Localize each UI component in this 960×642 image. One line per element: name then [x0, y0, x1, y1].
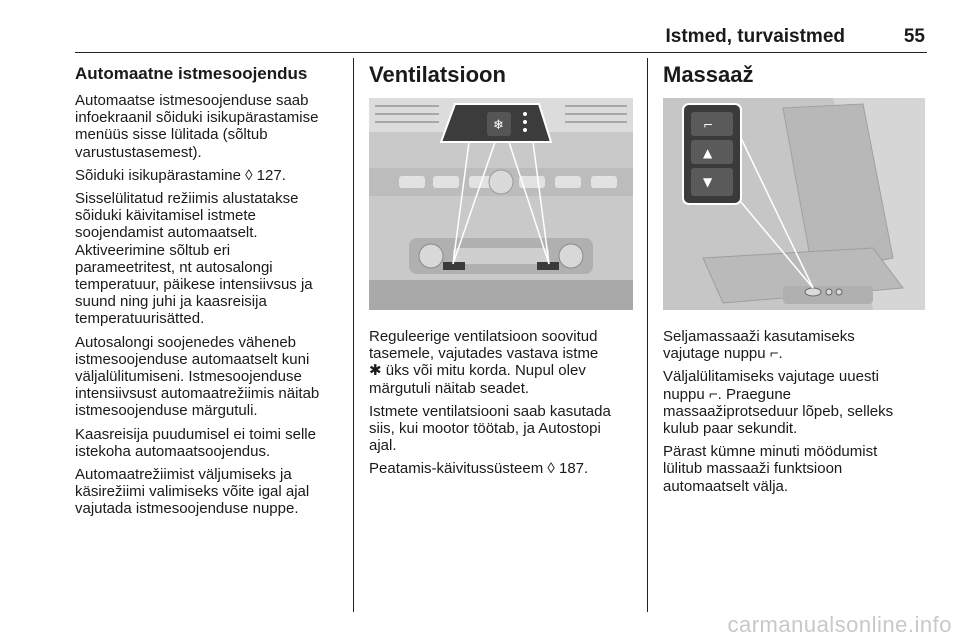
paragraph-reference: Peatamis-käivitussüsteem ◊ 187.	[369, 460, 589, 478]
svg-text:▼: ▼	[703, 175, 713, 189]
column-massage	[663, 58, 927, 501]
paragraph: Seljamassaaži kasutamiseks vajutage nuppu ⌐.	[663, 328, 855, 363]
column-ventilation	[369, 58, 637, 484]
svg-text:▲: ▲	[703, 146, 713, 160]
svg-text:⌐: ⌐	[703, 118, 714, 132]
column-divider-2	[647, 58, 648, 612]
ventilation-console-figure	[369, 98, 633, 310]
page-header	[75, 26, 927, 52]
heading-auto-heating: Automaatne istmesoojendus	[75, 64, 308, 83]
column-divider-1	[353, 58, 354, 612]
column-auto-heating	[75, 58, 345, 524]
massage-seat-figure	[663, 98, 925, 310]
paragraph: Sisselülitatud režiimis alustatakse sõiduki käivitamisel istmete soojendamist automaatselt. Aktiveerimine sõltub eri parameetritest, nt autosalongi temperatuur, päikese intensiivsus ja suund ning juhi ja kaasreisija temperatuurisätted.	[75, 190, 313, 328]
paragraph: Autosalongi soojenedes väheneb istmesoojenduse automaatselt kuni väljalülitumiseni. Istmesoojenduse intensiivsust automaatrežiimis näitab istmesoojenduse märgutuli.	[75, 333, 320, 420]
paragraph: Reguleerige ventilatsioon soovitud tasemele, vajutades vastava istme ✱ üks või mitu korda. Nupul olev märgutuli näitab seadet.	[369, 328, 599, 397]
paragraph: Pärast kümne minuti möödumist lülitub massaaži funktsioon automaatselt välja.	[663, 443, 878, 495]
paragraph-reference: Sõiduki isikupärastamine ◊ 127.	[75, 166, 286, 184]
paragraph: Väljalülitamiseks vajutage uuesti nuppu ⌐. Praegune massaažiprotseduur lõpeb, selleks kulub paar sekundit.	[663, 368, 894, 438]
paragraph: Automaatrežiimist väljumiseks ja käsirežiimi valimiseks võite igal ajal vajutada istmesoojenduse nuppe.	[75, 466, 310, 518]
heading-ventilation: Ventilatsioon	[369, 62, 506, 87]
paragraph: Kaasreisija puudumisel ei toimi selle istekoha automaatsoojendus.	[75, 425, 316, 460]
svg-text:❄: ❄	[493, 118, 504, 133]
heading-massage: Massaaž	[663, 62, 754, 87]
watermark: carmanualsonline.info	[727, 612, 952, 637]
section-title: Istmed, turvaistmed	[665, 26, 845, 47]
paragraph: Automaatse istmesoojenduse saab infoekraanil sõiduki isikupärastamise menüüs sisse lülitada (sõltub varustustasemest).	[75, 92, 319, 161]
page-number: 55	[903, 26, 925, 47]
header-rule	[75, 52, 927, 53]
paragraph: Istmete ventilatsiooni saab kasutada siis, kui mootor töötab, ja Autostopi ajal.	[369, 402, 611, 455]
